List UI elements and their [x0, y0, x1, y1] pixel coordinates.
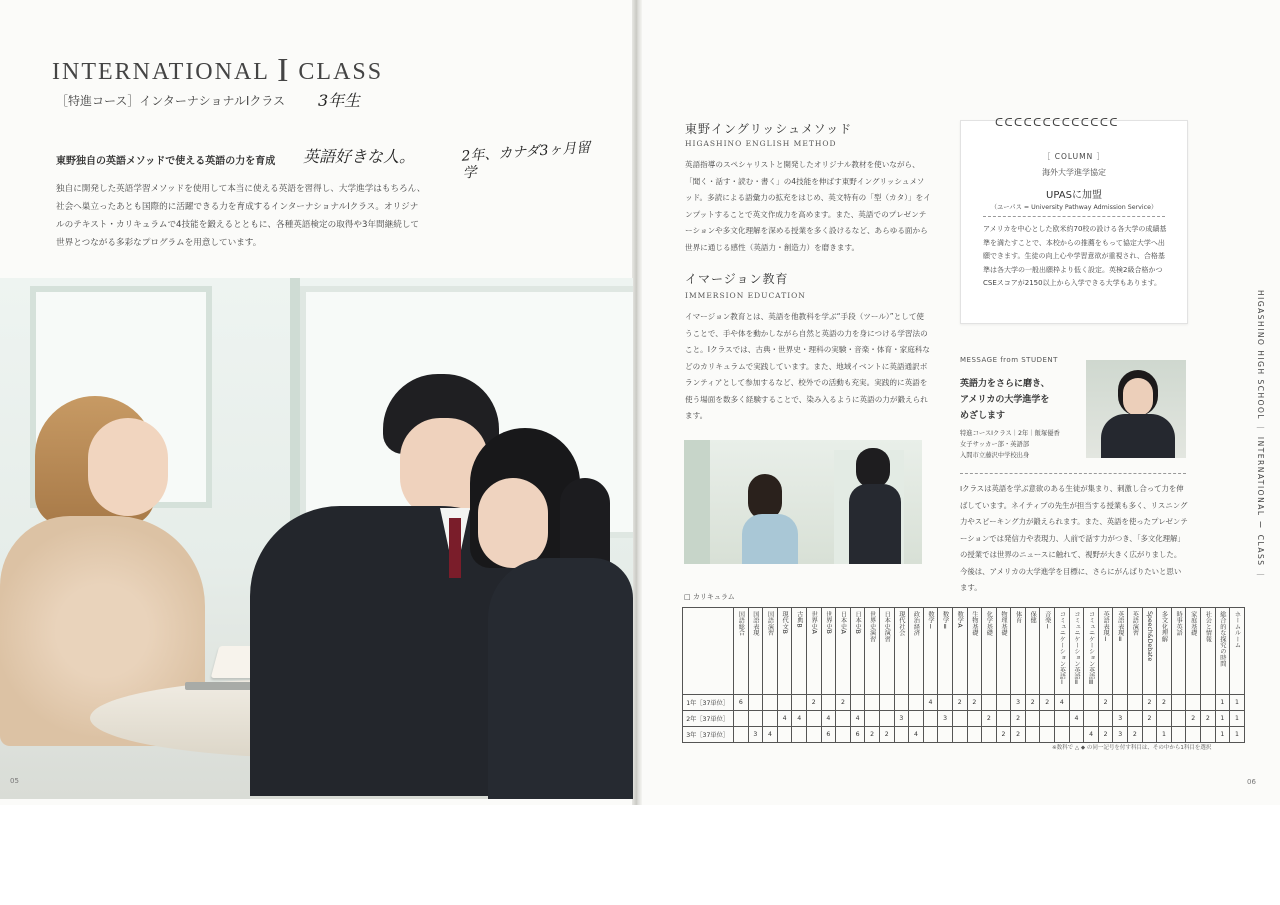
curriculum-cell	[879, 695, 894, 711]
curriculum-cell	[1128, 711, 1143, 727]
curriculum-subject-header	[792, 608, 807, 695]
curriculum-subject-header	[836, 608, 851, 695]
curriculum-cell	[821, 695, 836, 711]
curriculum-row	[683, 727, 1245, 743]
photo-boy-head	[856, 448, 890, 488]
curriculum-subject-label: 国語演習	[766, 611, 774, 636]
curriculum-cell	[777, 727, 792, 743]
curriculum-subject-label: 物理基礎	[999, 611, 1007, 636]
curriculum-cell	[748, 695, 763, 711]
curriculum-cell: 4	[1084, 727, 1099, 743]
curriculum-cell	[1055, 727, 1070, 743]
column-title: UPASに加盟	[1046, 190, 1102, 201]
curriculum-subject-header	[1084, 608, 1099, 695]
curriculum-subject-label: 数学Ⅱ	[941, 611, 949, 631]
curriculum-subject-header	[865, 608, 880, 695]
curriculum-subject-label: 多文化理解	[1160, 611, 1168, 642]
curriculum-subject-label: 日本史演習	[883, 611, 891, 642]
curriculum-cell	[1157, 711, 1172, 727]
curriculum-cell	[894, 727, 909, 743]
handwritten-note-study-abroad: 2年、カナダ3ヶ月留学	[460, 139, 591, 182]
portrait-blazer	[1101, 414, 1175, 458]
curriculum-cell	[1113, 695, 1128, 711]
curriculum-cell: 4	[1069, 711, 1084, 727]
curriculum-subject-header	[748, 608, 763, 695]
curriculum-cell: 4	[1055, 695, 1070, 711]
curriculum-subject-label: 国語総合	[737, 611, 745, 636]
column-body: アメリカを中心とした欧米約70校の設ける各大学の成績基準を満たすことで、本校からの推薦をもって協定大学へ出願できます。生徒の向上心や学習意欲が重視され、合格基準は各大学の一般出願枠より低く設定。英検2級合格かつCSEスコアが2150以上から入学できる大学もあります。	[983, 225, 1167, 287]
curriculum-cell: 3	[748, 727, 763, 743]
curriculum-cell: 2	[1098, 727, 1113, 743]
curriculum-cell: 1	[1215, 727, 1230, 743]
column-divider	[983, 216, 1165, 217]
curriculum-cell	[1098, 711, 1113, 727]
curriculum-cell: 2	[952, 695, 967, 711]
curriculum-cell	[1171, 711, 1186, 727]
curriculum-subject-header	[1186, 608, 1201, 695]
curriculum-subject-label: ホームルーム	[1233, 611, 1241, 649]
curriculum-subject-header	[1055, 608, 1070, 695]
curriculum-cell	[1025, 711, 1040, 727]
curriculum-subject-label: 数学A	[956, 611, 964, 628]
curriculum-cell: 3	[938, 711, 953, 727]
immersion-heading-en: IMMERSION EDUCATION	[685, 291, 806, 300]
curriculum-cell: 2	[982, 711, 997, 727]
curriculum-cell: 1	[1230, 727, 1245, 743]
curriculum-cell: 2	[879, 727, 894, 743]
curriculum-cell	[967, 727, 982, 743]
curriculum-cell	[1142, 727, 1157, 743]
curriculum-cell	[1186, 695, 1201, 711]
curriculum-cell	[894, 695, 909, 711]
curriculum-cell: 2	[1011, 711, 1026, 727]
curriculum-subject-label: 世界史A	[810, 611, 818, 634]
curriculum-subject-label: 時事英語	[1175, 611, 1183, 636]
method-heading: 東野イングリッシュメソッド	[685, 122, 853, 136]
column-label: ［ COLUMN ］	[1042, 152, 1106, 161]
curriculum-cell	[1084, 695, 1099, 711]
curriculum-cell	[923, 727, 938, 743]
curriculum-cell: 2	[806, 695, 821, 711]
curriculum-row	[683, 711, 1245, 727]
message-divider	[960, 473, 1186, 474]
curriculum-subject-label: 総合的な探究の時間	[1218, 611, 1226, 667]
curriculum-subject-label: コミュニケーション英語Ⅲ	[1087, 611, 1095, 687]
curriculum-subject-label: 古典B	[795, 611, 803, 628]
curriculum-cell	[1069, 695, 1084, 711]
curriculum-row-label: 2年［37単位］	[683, 711, 734, 727]
curriculum-subject-header	[734, 608, 749, 695]
photo-girl-shirt	[742, 514, 798, 564]
curriculum-subject-header	[1128, 608, 1143, 695]
curriculum-subject-header	[938, 608, 953, 695]
curriculum-subject-label: 日本史B	[854, 611, 862, 634]
curriculum-subject-label: 世界史演習	[868, 611, 876, 642]
message-body: Ⅰクラスは英語を学ぶ意欲のある生徒が集まり、刺激し合って力を伸ばしています。ネイティブの先生が担当する授業も多く、リスニング力やスピーキング力が鍛えられます。また、英語を使ったプレゼンテーションでは発信力や表現力、人前で話す力がつき、「多文化理解」の授業では世界のニュースに触れて、視野が大きく広がりました。今後は、アメリカの大学進学を目標に、さらにがんばりたいと思います。	[960, 484, 1188, 592]
curriculum-cell	[1128, 695, 1143, 711]
curriculum-cell	[879, 711, 894, 727]
curriculum-note: ※数科で △ ◆ の同一記号を付す科目は、その中から1科目を選択	[1052, 745, 1212, 751]
intro-paragraph: 独自に開発した英語学習メソッドを使用して本当に使える英語を習得し、大学進学はもちろん、社会へ巣立ったあとも国際的に活躍できる力を育成するインターナショナルⅠクラス。オリジナルのテキスト・カリキュラムで4技能を鍛えるとともに、各種英語検定の取得や3年間継続して世界とつながる多彩なプログラムを用意しています。	[56, 184, 426, 248]
portrait-face	[1123, 378, 1153, 416]
curriculum-cell: 1	[1230, 695, 1245, 711]
curriculum-cell: 4	[821, 711, 836, 727]
curriculum-cell: 2	[1098, 695, 1113, 711]
ring-binding-icon: ᑕᑕᑕᑕᑕᑕᑕᑕᑕᑕᑕᑕᑕ	[995, 116, 1119, 129]
upas-column-card	[960, 116, 1188, 324]
curriculum-cell	[952, 711, 967, 727]
photo-girl-blazer	[488, 558, 633, 799]
curriculum-cell: 3	[1113, 727, 1128, 743]
curriculum-cell: 1	[1157, 727, 1172, 743]
curriculum-subject-header	[1040, 608, 1055, 695]
photo-girl-face	[478, 478, 548, 568]
curriculum-cell	[777, 695, 792, 711]
curriculum-subject-header	[1215, 608, 1230, 695]
curriculum-subject-label: 日本史A	[839, 611, 847, 634]
curriculum-label: □ カリキュラム	[684, 593, 735, 601]
curriculum-subject-header	[1098, 608, 1113, 695]
curriculum-cell	[1171, 727, 1186, 743]
curriculum-cell	[996, 695, 1011, 711]
curriculum-cell	[865, 711, 880, 727]
curriculum-cell	[734, 711, 749, 727]
curriculum-cell	[1201, 695, 1216, 711]
curriculum-cell	[982, 727, 997, 743]
message-quote: 英語力をさらに磨き、アメリカの大学進学をめざします	[960, 379, 1050, 421]
curriculum-cell: 3	[1011, 695, 1026, 711]
curriculum-cell: 4	[777, 711, 792, 727]
student-portrait	[1086, 360, 1186, 458]
page-number-left: 05	[10, 777, 19, 785]
curriculum-subject-header	[806, 608, 821, 695]
curriculum-subject-label: Speech&Debate	[1145, 611, 1153, 662]
curriculum-subject-header	[923, 608, 938, 695]
curriculum-subject-header	[996, 608, 1011, 695]
curriculum-row	[683, 695, 1245, 711]
curriculum-header-row	[683, 608, 1245, 695]
curriculum-subject-label: 音楽Ⅰ	[1043, 611, 1051, 631]
curriculum-subject-label: 体育	[1014, 611, 1022, 624]
curriculum-subject-header	[850, 608, 865, 695]
curriculum-cell: 6	[850, 727, 865, 743]
method-heading-en: HIGASHINO ENGLISH METHOD	[685, 139, 837, 148]
immersion-paragraph: イマージョン教育とは、英語を他教科を学ぶ“手段（ツール）”として使うことで、手や体を動かしながら自然と英語の力を身につける学習法のこと。Ⅰクラスでは、古典・世界史・理科の実験・音楽・体育・家庭科などのカリキュラムで実践しています。また、地域イベントに英語通訳ボランティアとして参加するなど、校外での活動も充実。実践的に英語を使う場面を数多く経験することで、染み入るように英語の力が鍛えられます。	[685, 312, 931, 420]
curriculum-cell	[938, 727, 953, 743]
curriculum-cell: 1	[1215, 711, 1230, 727]
curriculum-cell	[923, 711, 938, 727]
page-subtitle: ［特進コース］インターナショナルⅠクラス	[56, 94, 286, 108]
column-subtitle: 海外大学進学協定	[1042, 168, 1106, 177]
curriculum-subject-label: 数学Ⅰ	[927, 611, 935, 631]
curriculum-cell: 2	[1186, 711, 1201, 727]
curriculum-cell: 2	[1201, 711, 1216, 727]
curriculum-cell	[734, 727, 749, 743]
page-number-right: 06	[1247, 778, 1256, 786]
curriculum-subject-header	[1201, 608, 1216, 695]
curriculum-subject-header	[1069, 608, 1084, 695]
curriculum-cell: 2	[1142, 711, 1157, 727]
column-title-sub: （ユーパス = University Pathway Admission Service）	[990, 204, 1158, 211]
curriculum-subject-header	[763, 608, 778, 695]
curriculum-cell: 2	[996, 727, 1011, 743]
curriculum-cell	[909, 711, 924, 727]
curriculum-corner-cell	[683, 608, 734, 695]
curriculum-subject-label: 生物基礎	[970, 611, 978, 636]
curriculum-cell: 2	[836, 695, 851, 711]
curriculum-cell: 6	[821, 727, 836, 743]
curriculum-cell: 4	[850, 711, 865, 727]
curriculum-cell: 2	[1040, 695, 1055, 711]
lead-heading: 東野独自の英語メソッドで使える英語の力を育成	[56, 156, 276, 167]
curriculum-cell	[1069, 727, 1084, 743]
curriculum-cell: 4	[909, 727, 924, 743]
page-fold	[632, 0, 642, 805]
curriculum-subject-label: 現代社会	[897, 611, 905, 636]
page-title: INTERNATIONAL I CLASS	[52, 52, 384, 89]
curriculum-cell	[1084, 711, 1099, 727]
curriculum-subject-header	[1230, 608, 1245, 695]
curriculum-cell: 4	[763, 727, 778, 743]
curriculum-cell	[748, 711, 763, 727]
curriculum-subject-header	[894, 608, 909, 695]
curriculum-cell	[792, 727, 807, 743]
curriculum-cell	[1186, 727, 1201, 743]
student-conversation-photo	[684, 440, 922, 564]
curriculum-cell	[1201, 727, 1216, 743]
curriculum-cell	[982, 695, 997, 711]
curriculum-cell: 3	[1113, 711, 1128, 727]
curriculum-subject-header	[1157, 608, 1172, 695]
curriculum-cell: 2	[1157, 695, 1172, 711]
curriculum-subject-label: 英語演習	[1131, 611, 1139, 636]
curriculum-subject-label: コミュニケーション英語Ⅱ	[1072, 611, 1080, 687]
curriculum-cell	[836, 727, 851, 743]
curriculum-cell	[806, 727, 821, 743]
curriculum-cell: 4	[923, 695, 938, 711]
curriculum-cell	[1055, 711, 1070, 727]
curriculum-cell: 2	[1142, 695, 1157, 711]
message-label: MESSAGE from STUDENT	[960, 356, 1058, 364]
curriculum-subject-header	[1025, 608, 1040, 695]
curriculum-subject-header	[952, 608, 967, 695]
curriculum-cell	[909, 695, 924, 711]
curriculum-subject-label: 英語表現Ⅰ	[1102, 611, 1110, 643]
curriculum-subject-header	[821, 608, 836, 695]
curriculum-cell	[763, 695, 778, 711]
curriculum-subject-header	[1113, 608, 1128, 695]
curriculum-subject-label: 家庭基礎	[1189, 611, 1197, 636]
curriculum-cell: 1	[1230, 711, 1245, 727]
curriculum-row-label: 1年［37単位］	[683, 695, 734, 711]
photo-boy-blazer	[849, 484, 901, 564]
photo-pillar	[684, 440, 710, 564]
curriculum-subject-label: 英語表現Ⅱ	[1116, 611, 1124, 643]
curriculum-subject-header	[982, 608, 997, 695]
curriculum-table	[682, 607, 1245, 743]
curriculum-cell: 4	[792, 711, 807, 727]
curriculum-cell	[952, 727, 967, 743]
photo-boy-tie	[449, 518, 461, 578]
curriculum-cell	[836, 711, 851, 727]
curriculum-cell	[850, 695, 865, 711]
handwritten-note-likes-english: 英語好きな人。	[303, 147, 416, 166]
curriculum-cell: 2	[1011, 727, 1026, 743]
curriculum-cell: 6	[734, 695, 749, 711]
student-info: 特進コースⅠクラス｜2年｜飯塚優香 女子サッカー部・英語部 入間市立藤沢中学校出身	[960, 430, 1060, 459]
curriculum-cell	[865, 695, 880, 711]
curriculum-subject-header	[909, 608, 924, 695]
curriculum-cell	[1040, 711, 1055, 727]
photo-teacher-face	[88, 418, 168, 516]
method-paragraph: 英語指導のスペシャリストと開発したオリジナル教材を使いながら、「聞く・話す・読む・書く」の4技能を伸ばす東野イングリッシュメソッド。多読による語彙力の拡充をはじめ、英文特有の「型（カタ）」をインプットすることで英文作成力を高めます。また、英語でのプレゼンテーションや多文化理解を深める授業を多く設けるなど、あらゆる面から世界に通じる感性（英語力・創造力）を磨きます。	[685, 160, 931, 252]
curriculum-row-label: 3年［37単位］	[683, 727, 734, 743]
curriculum-subject-header	[967, 608, 982, 695]
curriculum-subject-header	[879, 608, 894, 695]
handwritten-note-grade: 3年生	[318, 91, 361, 110]
vertical-running-title: HIGASHINO HIGH SCHOOL ｜ INTERNATIONAL Ⅰ CLASS ｜	[1256, 290, 1265, 580]
curriculum-cell	[806, 711, 821, 727]
curriculum-cell	[792, 695, 807, 711]
curriculum-subject-label: 保健	[1029, 611, 1037, 624]
curriculum-cell	[1171, 695, 1186, 711]
curriculum-subject-label: 社会と情報	[1204, 611, 1212, 642]
curriculum-cell	[1040, 727, 1055, 743]
curriculum-subject-label: 化学基礎	[985, 611, 993, 636]
curriculum-cell: 1	[1215, 695, 1230, 711]
curriculum-subject-header	[1011, 608, 1026, 695]
class-photo	[0, 278, 633, 799]
curriculum-subject-header	[1142, 608, 1157, 695]
curriculum-subject-label: 現代文B	[781, 611, 789, 634]
curriculum-cell	[763, 711, 778, 727]
curriculum-subject-label: 国語表現	[751, 611, 759, 636]
curriculum-cell	[967, 711, 982, 727]
curriculum-body	[683, 695, 1245, 743]
curriculum-subject-header	[1171, 608, 1186, 695]
scan-margin	[0, 805, 1280, 905]
curriculum-cell	[996, 711, 1011, 727]
curriculum-subject-label: コミュニケーション英語Ⅰ	[1058, 611, 1066, 687]
curriculum-cell	[938, 695, 953, 711]
curriculum-cell: 3	[894, 711, 909, 727]
curriculum-cell: 2	[967, 695, 982, 711]
curriculum-cell: 2	[865, 727, 880, 743]
curriculum-cell: 2	[1128, 727, 1143, 743]
curriculum-subject-label: 政治経済	[912, 611, 920, 636]
curriculum-cell: 2	[1025, 695, 1040, 711]
curriculum-subject-label: 世界史B	[824, 611, 832, 634]
curriculum-subject-header	[777, 608, 792, 695]
immersion-heading: イマージョン教育	[685, 272, 789, 286]
curriculum-cell	[1025, 727, 1040, 743]
